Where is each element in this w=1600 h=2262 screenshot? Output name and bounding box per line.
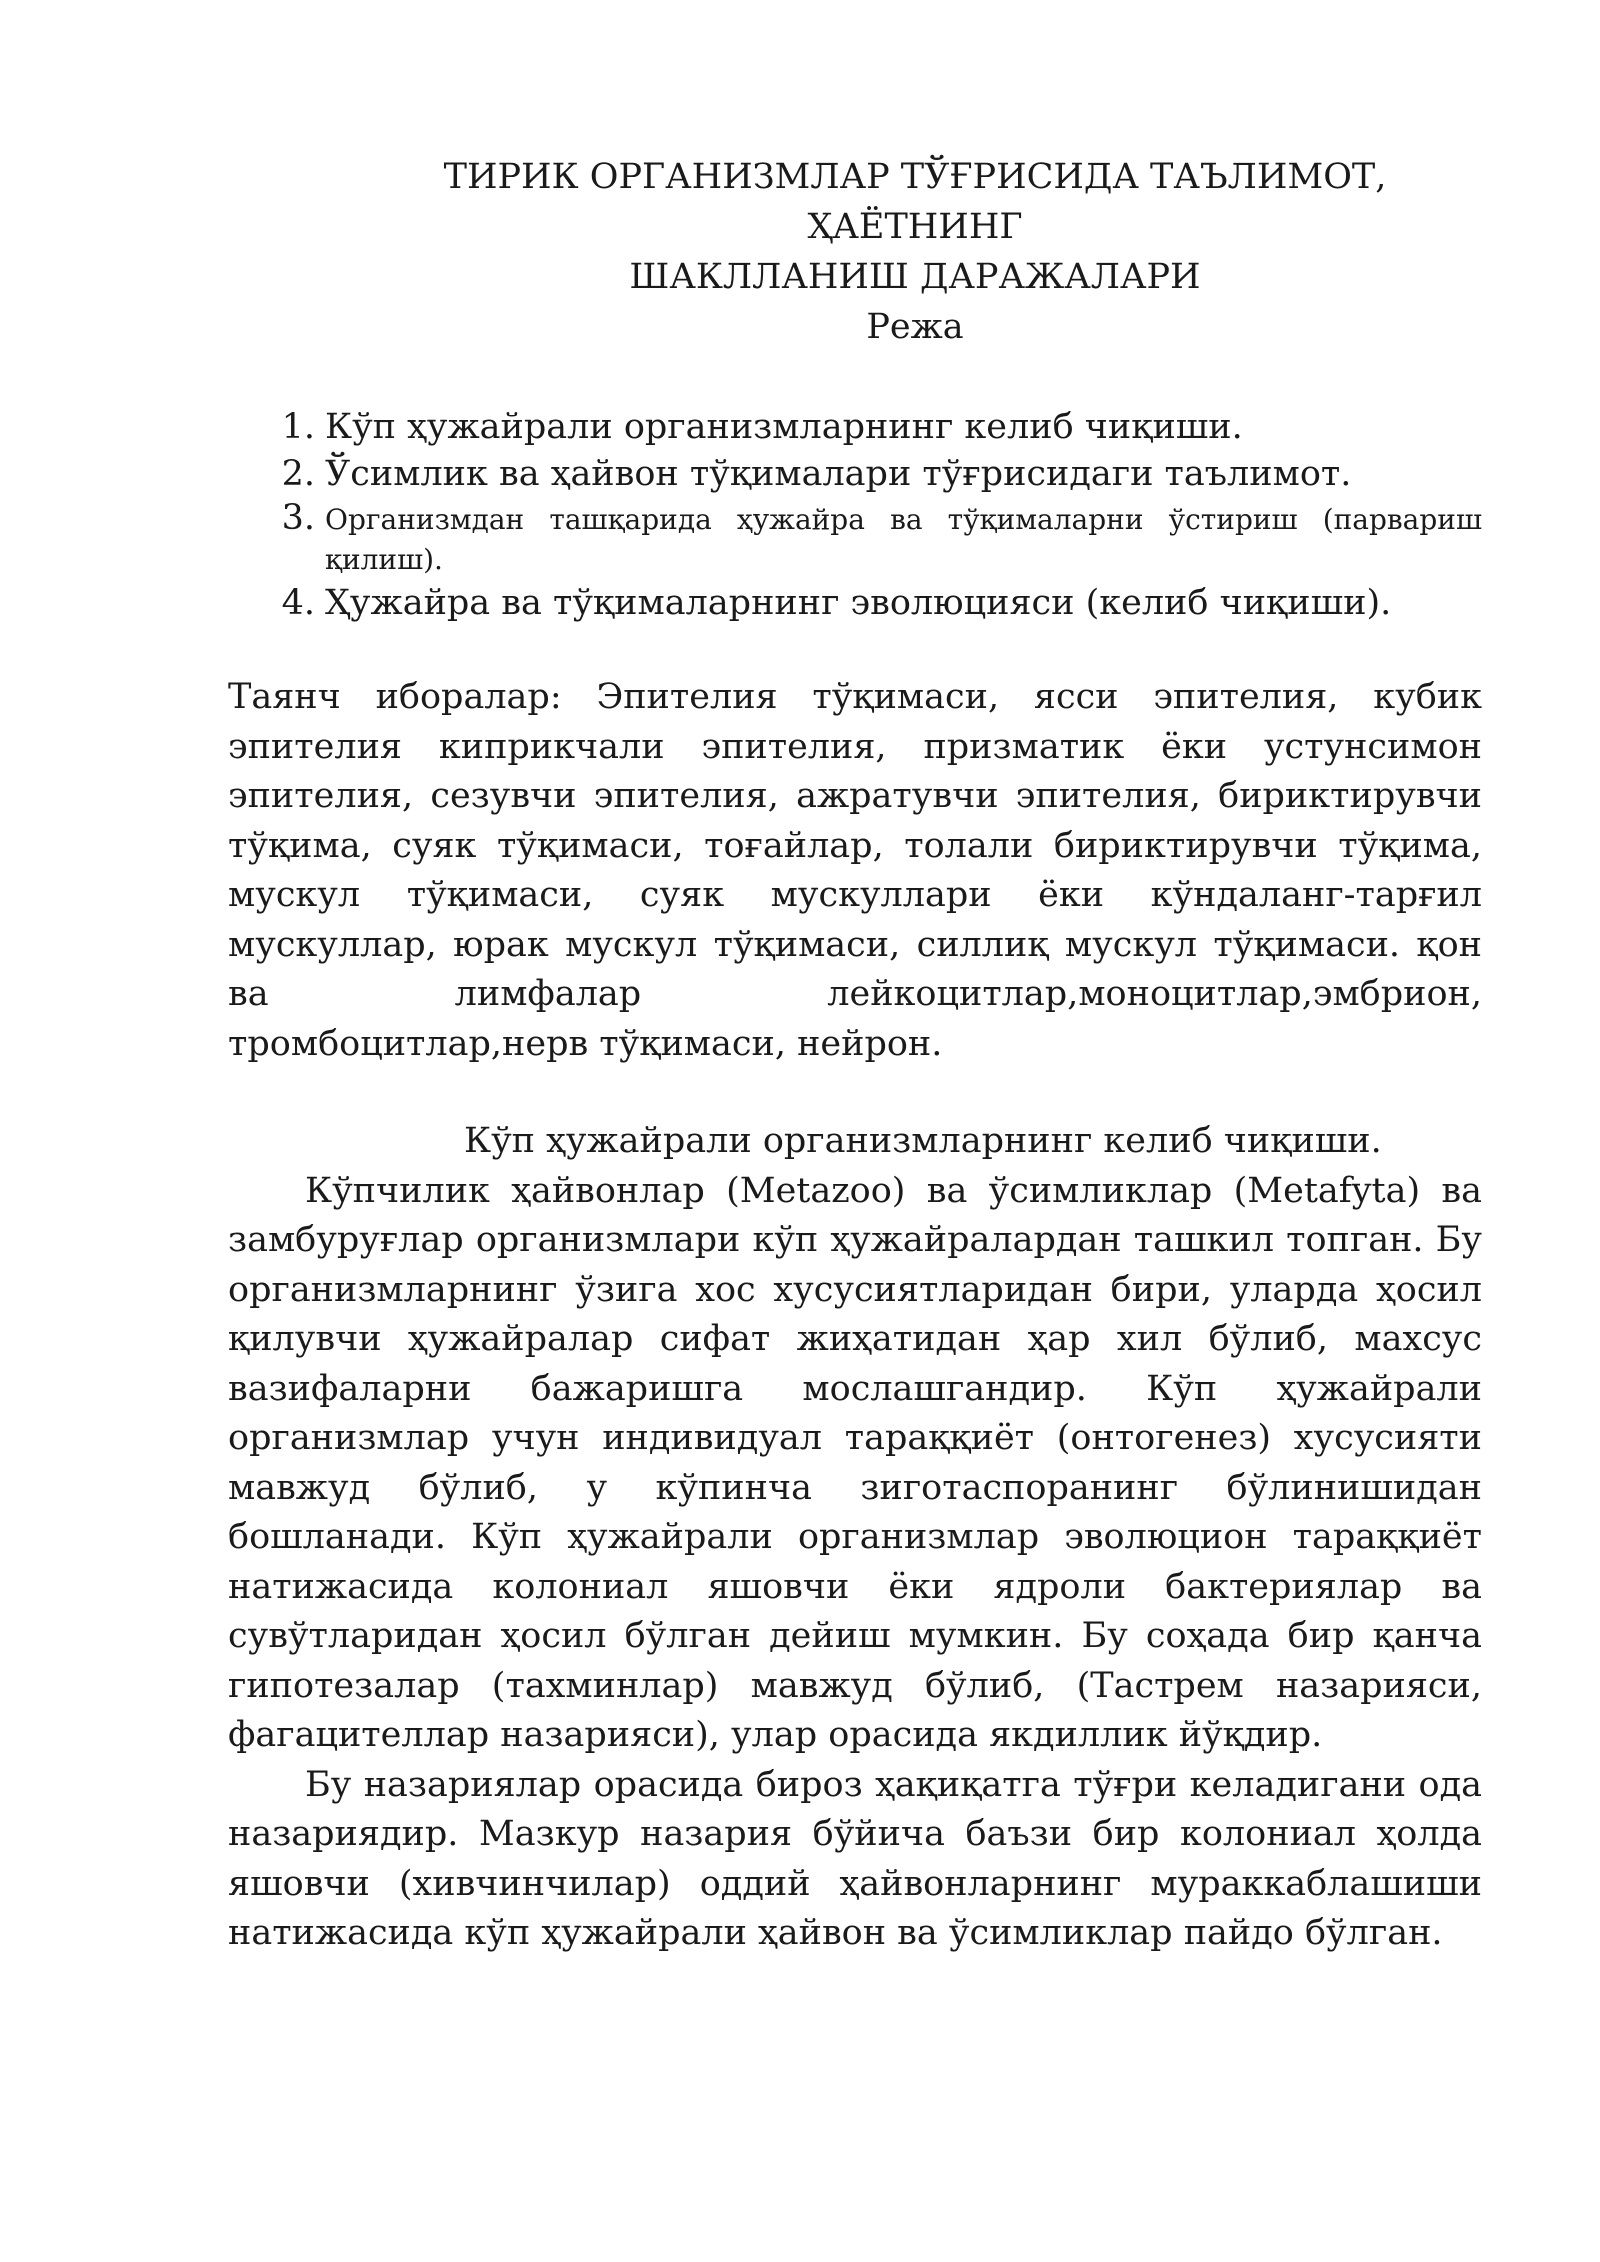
plan-item bbox=[228, 404, 1482, 451]
document-page bbox=[228, 152, 1482, 1959]
keywords-paragraph: Таянч иборалар: Эпителия тўқимаси, ясси эпителия, кубик эпителия киприкчали эпителия, призматик ёки устунсимон эпителия, сезувчи эпителия, ажратувчи эпителия, бириктирувчи тўқима, суяк тўқимаси, тоғайлар, толали бириктирувчи тўқима, мускул тўқимаси, суяк мускуллари ёки кўндаланг-тарғил мускуллар, юрак мускул тўқимаси, силлиқ мускул тўқимаси. қон ва лимфалар лейкоцитлар,моноцитлар,эмбрион, тромбоцитлар,нерв тўқимаси, нейрон. bbox=[228, 677, 1482, 1064]
section-heading: Кўп ҳужайрали организмларнинг келиб чиқиши. bbox=[464, 1121, 1382, 1161]
document-title bbox=[348, 152, 1482, 352]
plan-item-number: 4. bbox=[281, 583, 315, 623]
plan-item-text: Кўп ҳужайрали организмларнинг келиб чиқиши. bbox=[325, 407, 1243, 447]
body-paragraph: Бу назариялар орасида бироз ҳақиқатга тўғри келадигани ода назариядир. Мазкур назария бўйича баъзи бир колониал ҳолда яшовчи (хивчинчилар) оддий ҳайвонларнинг мураккаблашиши натижасида кўп ҳужайрали ҳайвон ва ўсимликлар пайдо бўлган. bbox=[228, 1764, 1482, 1953]
plan-item-number: 3. bbox=[281, 498, 315, 538]
plan-subtitle: Режа bbox=[866, 307, 964, 347]
plan-item bbox=[228, 580, 1482, 627]
plan-item bbox=[228, 451, 1482, 498]
plan-item-number: 1. bbox=[281, 407, 315, 447]
title-line-2: ШАКЛЛАНИШ ДАРАЖАЛАРИ bbox=[629, 257, 1201, 297]
plan-item-number: 2. bbox=[281, 454, 315, 494]
plan-item-text: Ўсимлик ва ҳайвон тўқималари тўғрисидаги таълимот. bbox=[325, 454, 1352, 494]
body-paragraph: Кўпчилик ҳайвонлар (Metazoo) ва ўсимликлар (Metafyta) ва замбуруғлар организмлари кўп ҳужайралардан ташкил топган. Бу организмларнинг ўзига хос хусусиятларидан бири, уларда ҳосил қилувчи ҳужайралар сифат жиҳатидан ҳар хил бўлиб, махсус вазифаларни бажаришга мослашгандир. Кўп ҳужайрали организмлар учун индивидуал тараққиёт (онтогенез) хусусияти мавжуд бўлиб, у кўпинча зиготаспоранинг бўлинишидан бошланади. Кўп ҳужайрали организмлар эволюцион тараққиёт натижасида колониал яшовчи ёки ядроли бактериялар ва сувўтларидан ҳосил бўлган дейиш мумкин. Бу соҳада бир қанча гипотезалар (тахминлар) мавжуд бўлиб, (Тастрем назарияси, фагацителлар назарияси), улар орасида якдиллик йўқдир. bbox=[228, 1170, 1482, 1755]
plan-item-text: Организмдан ташқарида ҳужайра ва тўқималарни ўстириш (парвариш қилиш). bbox=[325, 503, 1482, 576]
plan-item-text: Ҳужайра ва тўқималарнинг эволюцияси (келиб чиқиши). bbox=[325, 583, 1392, 623]
plan-item bbox=[228, 498, 1482, 580]
title-line-1: ТИРИК ОРГАНИЗМЛАР ТЎҒРИСИДА ТАЪЛИМОТ, ҲАЁТНИНГ bbox=[443, 157, 1387, 247]
plan-list bbox=[228, 404, 1482, 627]
